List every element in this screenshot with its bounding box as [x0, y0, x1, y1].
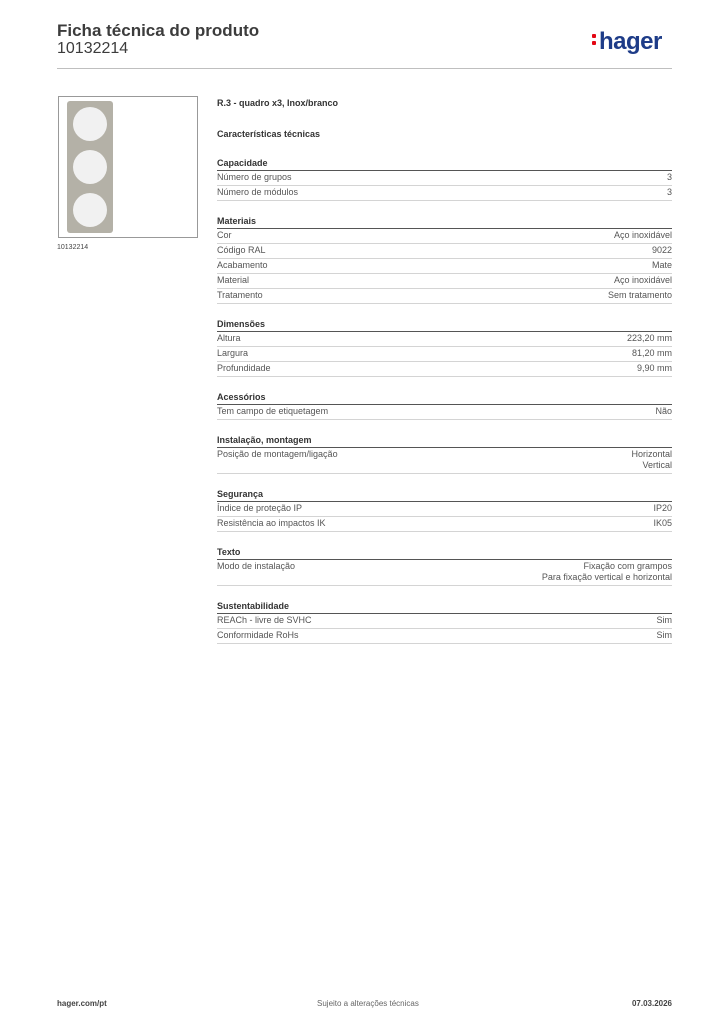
spec-value: 223,20 mm: [626, 333, 672, 343]
frame-3-gang-photo-icon: [67, 101, 113, 233]
spec-value: 81,20 mm: [631, 348, 672, 358]
spec-group: [217, 601, 672, 644]
spec-value: Sim: [656, 630, 672, 640]
spec-value: IK05: [653, 518, 672, 528]
spec-group-title: Texto: [217, 547, 672, 560]
spec-label: Número de módulos: [217, 187, 299, 197]
footer-notice: Sujeito a alterações técnicas: [317, 999, 419, 1008]
logo-dots-icon: [591, 28, 598, 48]
spec-label: Tem campo de etiquetagem: [217, 406, 329, 416]
product-name: R.3 - quadro x3, Inox/branco: [217, 98, 339, 108]
spec-row: [217, 229, 672, 244]
spec-row: [217, 448, 672, 474]
spec-group: [217, 319, 672, 377]
spec-row: [217, 614, 672, 629]
spec-group: [217, 216, 672, 304]
spec-row: [217, 332, 672, 347]
spec-row: [217, 289, 672, 304]
frame-opening: [73, 150, 107, 184]
spec-value: Aço inoxidável: [613, 230, 672, 240]
spec-group: [217, 435, 672, 474]
product-photo: [58, 96, 198, 238]
spec-value: 3: [666, 172, 672, 182]
header-divider: [57, 68, 672, 69]
spec-value: 9022: [651, 245, 672, 255]
spec-value: Sim: [656, 615, 672, 625]
spec-group-title: Dimensões: [217, 319, 672, 332]
spec-label: Cor: [217, 230, 232, 240]
footer-website: hager.com/pt: [57, 999, 107, 1008]
spec-value: Aço inoxidável: [613, 275, 672, 285]
spec-value: Horizontal Vertical: [631, 449, 672, 470]
spec-row: [217, 405, 672, 420]
spec-group-title: Capacidade: [217, 158, 672, 171]
spec-groups: [217, 158, 672, 644]
spec-label: Largura: [217, 348, 249, 358]
spec-row: [217, 259, 672, 274]
spec-label: Posição de montagem/ligação: [217, 449, 338, 459]
spec-row: [217, 171, 672, 186]
section-heading: Características técnicas: [217, 129, 321, 139]
spec-group: [217, 158, 672, 201]
spec-label: Profundidade: [217, 363, 271, 373]
spec-label: Tratamento: [217, 290, 263, 300]
spec-group-title: Instalação, montagem: [217, 435, 672, 448]
spec-value: Sem tratamento: [607, 290, 672, 300]
spec-label: Índice de proteção IP: [217, 503, 303, 513]
page-title: Ficha técnica do produto: [57, 21, 260, 40]
spec-row: [217, 362, 672, 377]
spec-row: [217, 274, 672, 289]
photo-caption: 10132214: [57, 244, 89, 251]
spec-value: 9,90 mm: [636, 363, 672, 373]
spec-row: [217, 347, 672, 362]
spec-row: [217, 629, 672, 644]
spec-row: [217, 244, 672, 259]
spec-value: Não: [655, 406, 672, 416]
spec-group-title: Acessórios: [217, 392, 672, 405]
product-code: 10132214: [57, 40, 129, 57]
spec-group: [217, 489, 672, 532]
frame-opening: [73, 193, 107, 227]
frame-opening: [73, 107, 107, 141]
spec-label: Código RAL: [217, 245, 266, 255]
spec-label: Modo de instalação: [217, 561, 296, 571]
logo-text: hager: [599, 28, 662, 55]
spec-row: [217, 186, 672, 201]
spec-row: [217, 517, 672, 532]
spec-label: Material: [217, 275, 250, 285]
spec-label: Resistência ao impactos IK: [217, 518, 326, 528]
spec-row: [217, 560, 672, 586]
spec-group-title: Materiais: [217, 216, 672, 229]
spec-label: Número de grupos: [217, 172, 292, 182]
spec-group-title: Segurança: [217, 489, 672, 502]
spec-group: [217, 392, 672, 420]
spec-label: Acabamento: [217, 260, 268, 270]
spec-value: Mate: [651, 260, 672, 270]
spec-row: [217, 502, 672, 517]
spec-value: IP20: [653, 503, 672, 513]
spec-label: REACh - livre de SVHC: [217, 615, 312, 625]
footer-date: 07.03.2026: [631, 999, 672, 1008]
spec-group: [217, 547, 672, 586]
spec-label: Conformidade RoHs: [217, 630, 299, 640]
spec-label: Altura: [217, 333, 241, 343]
spec-value: Fixação com grampos Para fixação vertical e horizontal: [541, 561, 672, 582]
spec-group-title: Sustentabilidade: [217, 601, 672, 614]
spec-value: 3: [666, 187, 672, 197]
hager-logo: [591, 28, 662, 56]
spec-content: [217, 98, 672, 644]
